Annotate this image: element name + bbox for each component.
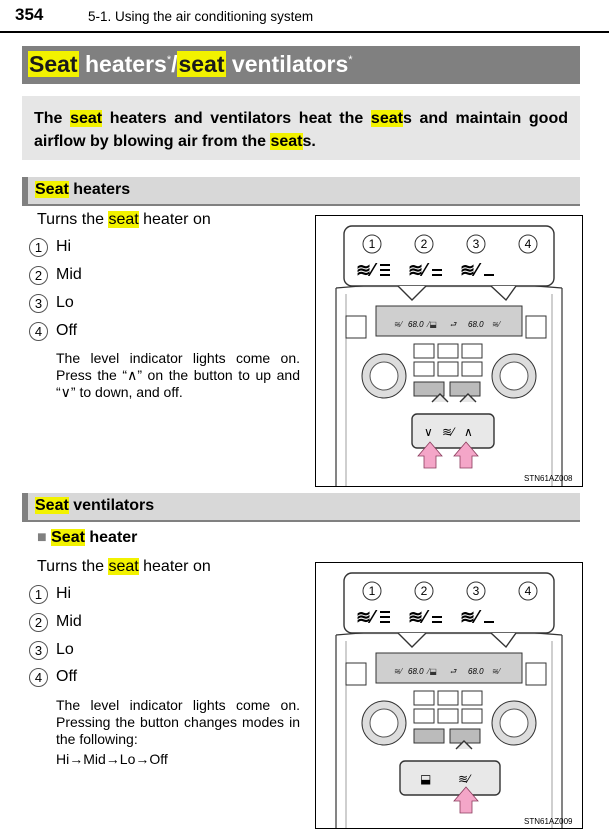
title-star-1: * — [166, 54, 172, 66]
intro-t3: s and maintain good airflow by blowing air from the — [34, 110, 569, 150]
section2-note-sequence: Hi→Mid→Lo→Off — [56, 751, 168, 767]
section2-title — [35, 497, 154, 515]
s1-note-a: The level indicator lights come on. Press the “ — [56, 350, 300, 383]
section2-title-hl: Seat — [35, 497, 69, 514]
intro-text — [34, 107, 568, 153]
s1-note-down: ∨ — [60, 384, 71, 400]
svg-text:⬓: ⬓ — [420, 772, 432, 786]
fig1-callout-1: 1 — [368, 237, 376, 251]
section1-title — [35, 181, 130, 199]
section1-title-hl: Seat — [35, 181, 69, 198]
section1-accent — [22, 177, 28, 206]
svg-text:≋⁄: ≋⁄ — [458, 772, 471, 786]
s2-line-t2: heater on — [138, 558, 211, 575]
section2-title-rest: ventilators — [68, 497, 155, 514]
section1-note — [56, 350, 300, 401]
square-bullet-icon: ■ — [37, 529, 47, 546]
s1-note-b: ” on the button to up and “ — [56, 367, 300, 400]
svg-text:≋⁄: ≋⁄ — [394, 320, 403, 329]
intro-h2: seat — [370, 110, 403, 127]
svg-text:≋⁄: ≋⁄ — [408, 260, 427, 280]
intro-t2: heaters and ventilators heat the — [102, 110, 371, 127]
svg-text:≋⁄: ≋⁄ — [460, 260, 479, 280]
s2-sub-rest: heater — [84, 529, 138, 546]
figure-1-drawing — [316, 216, 582, 486]
s2-line-t1: Turns the — [37, 558, 109, 575]
fig2-callout-2: 2 — [420, 584, 428, 598]
s2-level-label-2: Mid — [56, 613, 82, 630]
figure-2-drawing — [316, 563, 582, 828]
intro-t1: The — [34, 110, 71, 127]
fig1-temp-right: 68.0 — [468, 320, 484, 329]
section2-intro-line — [37, 558, 211, 576]
figure-1-code: STN61AZ008 — [524, 474, 573, 483]
section-heading: 5-1. Using the air conditioning system — [88, 9, 314, 24]
s1-level-number-2: 2 — [29, 266, 48, 285]
s1-note-up: ∧ — [127, 367, 138, 383]
svg-text:⁄⬓: ⁄⬓ — [428, 320, 437, 329]
s2-level-label-1: Hi — [56, 585, 72, 602]
svg-text:≋⁄: ≋⁄ — [460, 607, 479, 627]
intro-t4: s. — [302, 133, 316, 150]
s1-level-number-3: 3 — [29, 294, 48, 313]
section1-title-rest: heaters — [68, 181, 131, 198]
s1-line-t2: heater on — [138, 211, 211, 228]
fig2-temp-left: 68.0 — [408, 667, 424, 676]
figure-seat-heaters — [315, 215, 583, 487]
s2-level-label-4: Off — [56, 668, 78, 685]
svg-text:≋⁄: ≋⁄ — [408, 607, 427, 627]
title-text-1: heaters — [78, 51, 167, 77]
svg-text:≋⁄: ≋⁄ — [394, 667, 403, 676]
svg-text:∨: ∨ — [424, 425, 433, 439]
svg-text:≋⁄: ≋⁄ — [492, 667, 501, 676]
title-star-2: * — [348, 54, 353, 66]
fig1-callout-3: 3 — [472, 237, 480, 251]
title-text-2: ventilators — [225, 51, 349, 77]
fig2-temp-right: 68.0 — [468, 667, 484, 676]
s1-level-label-2: Mid — [56, 266, 82, 283]
title-slash: / — [171, 51, 178, 77]
fig1-callout-4: 4 — [524, 237, 532, 251]
s2-level-label-3: Lo — [56, 641, 74, 658]
fig1-temp-left: 68.0 — [408, 320, 424, 329]
intro-h1: seat — [70, 110, 103, 127]
title-highlight-2: seat — [178, 51, 225, 77]
s1-level-number-1: 1 — [29, 238, 48, 257]
fig2-callout-4: 4 — [524, 584, 532, 598]
svg-text:≋⁄: ≋⁄ — [356, 260, 375, 280]
figure-2-code: STN61AZ009 — [524, 817, 573, 826]
section1-intro-line — [37, 211, 211, 229]
s1-note-c: ” to down, and off. — [70, 384, 183, 400]
page-title — [28, 51, 353, 78]
page-number: 354 — [15, 5, 44, 24]
s2-sub-hl: Seat — [51, 529, 85, 546]
s2-level-number-4: 4 — [29, 668, 48, 687]
fig2-callout-3: 3 — [472, 584, 480, 598]
svg-text:≋⁄: ≋⁄ — [492, 320, 501, 329]
svg-text:⮐: ⮐ — [450, 320, 458, 329]
svg-text:≋⁄: ≋⁄ — [442, 425, 455, 439]
s1-line-hl: seat — [108, 211, 139, 228]
section2-subheading — [37, 529, 137, 547]
s1-level-label-3: Lo — [56, 294, 74, 311]
intro-h3: seat — [270, 133, 303, 150]
s2-level-number-2: 2 — [29, 613, 48, 632]
svg-text:⮐: ⮐ — [450, 667, 458, 676]
fig2-callout-1: 1 — [368, 584, 376, 598]
s2-level-number-1: 1 — [29, 585, 48, 604]
title-highlight-1: Seat — [29, 51, 78, 77]
s1-level-label-1: Hi — [56, 238, 72, 255]
section2-note: The level indicator lights come on. Pressing the button changes modes in the following: — [56, 697, 300, 747]
svg-text:∧: ∧ — [464, 425, 473, 439]
svg-text:⁄⬓: ⁄⬓ — [428, 667, 437, 676]
section2-accent — [22, 493, 28, 522]
figure-seat-ventilators — [315, 562, 583, 829]
svg-text:≋⁄: ≋⁄ — [356, 607, 375, 627]
s1-level-number-4: 4 — [29, 322, 48, 341]
fig1-callout-2: 2 — [420, 237, 428, 251]
s1-level-label-4: Off — [56, 322, 78, 339]
s2-line-hl: seat — [108, 558, 139, 575]
s2-level-number-3: 3 — [29, 641, 48, 660]
s1-line-t1: Turns the — [37, 211, 109, 228]
header-rule — [0, 31, 609, 33]
